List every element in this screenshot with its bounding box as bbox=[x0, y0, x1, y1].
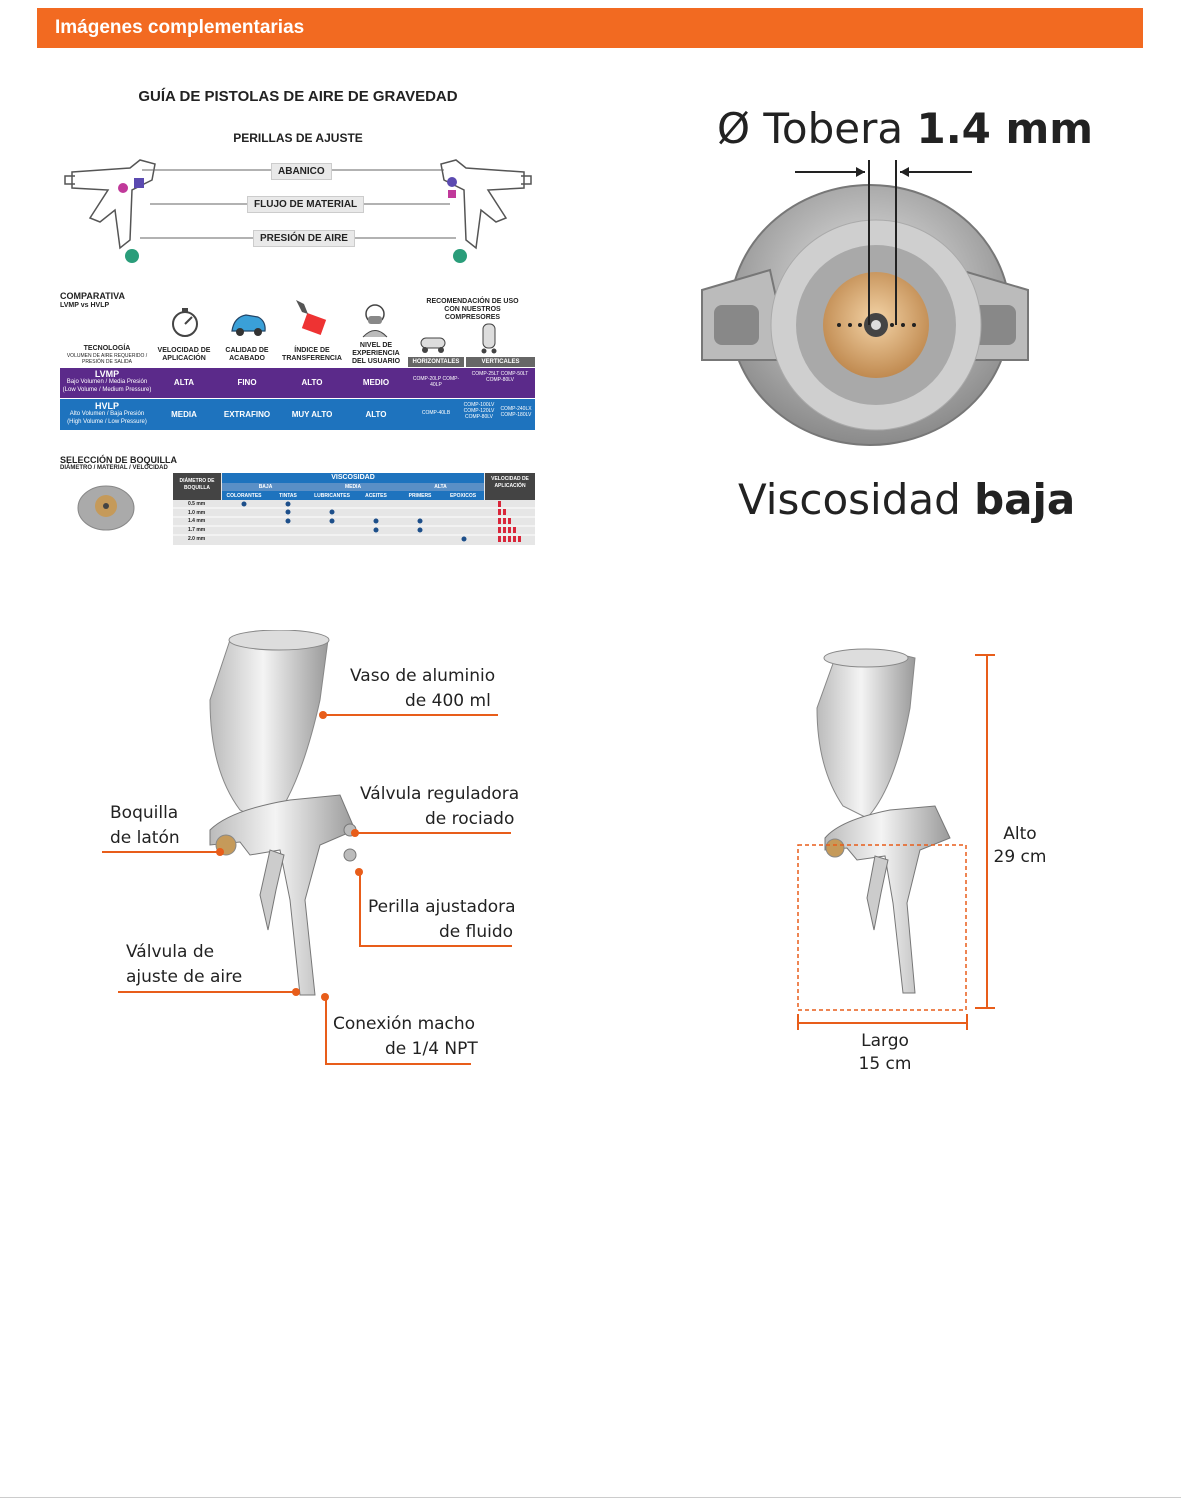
boquilla-leader-line bbox=[102, 851, 220, 853]
alto-dimension-line bbox=[986, 654, 988, 1008]
valvula-aire-dot bbox=[292, 988, 300, 996]
material-colorantes: COLORANTES bbox=[226, 493, 262, 499]
bottom-divider bbox=[0, 1497, 1181, 1498]
visc-header: VISCOSIDAD bbox=[331, 474, 375, 481]
compressors-title: RECOMENDACIÓN DE USO CON NUESTROS COMPRESORES bbox=[426, 298, 519, 321]
diam-2: 1.4 mm bbox=[188, 518, 206, 524]
seleccion-dots bbox=[173, 500, 535, 545]
largo-value: 15 cm bbox=[858, 1054, 912, 1074]
lvmp-velocidad: ALTA bbox=[173, 378, 195, 387]
vaso-line1: Vaso de aluminio bbox=[350, 666, 496, 686]
spray-gun-dimensions-image bbox=[795, 648, 995, 1028]
largo-label: Largo bbox=[861, 1031, 909, 1051]
vaso-leader-line bbox=[325, 714, 498, 716]
material-lubricantes: LUBRICANTES bbox=[314, 493, 350, 499]
diam-4: 2.0 mm bbox=[188, 536, 206, 542]
valvula-rociado-callout bbox=[360, 782, 519, 832]
group-media: MEDIA bbox=[344, 484, 362, 490]
comparativa-subtitle: LVMP vs HVLP bbox=[60, 302, 110, 309]
valvula-aire-callout bbox=[126, 940, 242, 990]
knobs-title: PERILLAS DE AJUSTE bbox=[233, 131, 363, 145]
alto-top-tick bbox=[975, 654, 995, 656]
perilla-line1: Perilla ajustadora bbox=[368, 897, 516, 917]
car-finish-icon bbox=[228, 305, 268, 339]
lvmp-horiz: COMP-20LP COMP-40LP bbox=[412, 376, 460, 388]
user-mask-icon bbox=[360, 300, 390, 338]
diam-3: 1.7 mm bbox=[188, 527, 206, 533]
valvula-rociado-line1: Válvula reguladora bbox=[360, 784, 520, 804]
lvmp-vert: COMP-25LT COMP-50LT COMP-80LV bbox=[471, 371, 529, 383]
nozzle-diagram bbox=[700, 160, 1030, 460]
largo-left-tick bbox=[797, 1014, 799, 1030]
speedometer-icon bbox=[168, 305, 202, 339]
hvlp-experiencia: ALTO bbox=[365, 410, 387, 419]
col-indice: ÍNDICE DE TRANSFERENCIA bbox=[282, 347, 342, 362]
perilla-leader-line bbox=[359, 945, 512, 947]
conexion-callout bbox=[333, 1012, 478, 1062]
nozzle-thumbnail-icon bbox=[76, 478, 138, 546]
boquilla-callout bbox=[110, 801, 180, 851]
hvlp-horiz: COMP-40LB bbox=[421, 410, 451, 416]
lvmp-desc2: (Low Volume / Medium Pressure) bbox=[62, 387, 152, 393]
comparativa-title: COMPARATIVA bbox=[60, 291, 125, 301]
conexion-line2: de 1/4 NPT bbox=[385, 1039, 478, 1059]
valvula-rociado-leader-line bbox=[356, 832, 511, 834]
perilla-dot bbox=[355, 868, 363, 876]
boquilla-dot bbox=[216, 848, 224, 856]
section-title: Imágenes complementarias bbox=[55, 17, 305, 38]
perilla-callout bbox=[368, 895, 516, 945]
valvula-aire-line1: Válvula de bbox=[126, 942, 215, 962]
valvula-aire-line2: ajuste de aire bbox=[126, 967, 243, 987]
hvlp-name: HVLP bbox=[94, 401, 119, 411]
vaso-callout bbox=[350, 664, 495, 714]
vaso-line2: de 400 ml bbox=[405, 691, 491, 711]
material-epoxicos: EPOXICOS bbox=[449, 493, 477, 499]
seleccion-title: SELECCIÓN DE BOQUILLA bbox=[60, 455, 178, 465]
boquilla-line1: Boquilla bbox=[110, 803, 179, 823]
valvula-rociado-dot bbox=[351, 829, 359, 837]
material-aceites: ACEITES bbox=[365, 493, 387, 499]
nozzle-size: 1.4 mm bbox=[916, 104, 1094, 153]
nozzle-label: Ø Tobera bbox=[717, 104, 917, 153]
largo-right-tick bbox=[966, 1014, 968, 1030]
col-calidad: CALIDAD DE ACABADO bbox=[225, 347, 269, 362]
hvlp-desc: Alto Volumen / Baja Presión bbox=[69, 411, 145, 417]
material-primers: PRIMERS bbox=[408, 493, 432, 499]
viscosity-value: baja bbox=[974, 475, 1076, 524]
hvlp-calidad: EXTRAFINO bbox=[223, 410, 271, 419]
hvlp-vert2: COMP-240LX COMP-180LV bbox=[500, 406, 532, 418]
seleccion-subtitle: DIÁMETRO / MATERIAL / VELOCIDAD bbox=[60, 465, 168, 471]
viscosity-title bbox=[738, 475, 1075, 524]
diam-0: 0.5 mm bbox=[188, 501, 206, 507]
conexion-line1: Conexión macho bbox=[333, 1014, 476, 1034]
diam-header: DIÁMETRO DE BOQUILLA bbox=[179, 478, 215, 491]
largo-label-block bbox=[845, 1030, 925, 1076]
lvmp-experiencia: MEDIO bbox=[362, 378, 390, 387]
valvula-aire-leader-line bbox=[118, 991, 296, 993]
viscosity-label: Viscosidad bbox=[738, 475, 975, 524]
conexion-dot bbox=[321, 993, 329, 1001]
hvlp-vert: COMP-100LV COMP-120LV COMP-80LV bbox=[463, 402, 495, 420]
section-header bbox=[37, 8, 1143, 48]
verticales-header: VERTICALES bbox=[466, 357, 535, 367]
alto-label-block bbox=[990, 823, 1050, 869]
conexion-leader-line bbox=[325, 1063, 471, 1065]
alto-bottom-tick bbox=[975, 1007, 995, 1009]
largo-dimension-line bbox=[797, 1022, 967, 1024]
hvlp-velocidad: MEDIA bbox=[171, 410, 197, 419]
alto-label: Alto bbox=[1003, 824, 1037, 844]
group-baja: BAJA bbox=[258, 484, 273, 490]
lvmp-indice: ALTO bbox=[301, 378, 323, 387]
tech-header: TECNOLOGÍA bbox=[83, 345, 131, 352]
horizontal-compressor-icon bbox=[418, 330, 448, 354]
group-alta: ALTA bbox=[434, 484, 447, 490]
guide-title: GUÍA DE PISTOLAS DE AIRE DE GRAVEDAD bbox=[138, 88, 458, 105]
horizontales-header: HORIZONTALES bbox=[408, 357, 464, 367]
lvmp-calidad: FINO bbox=[237, 378, 257, 387]
col-velocidad: VELOCIDAD DE APLICACIÓN bbox=[157, 347, 211, 362]
vaso-dot bbox=[319, 711, 327, 719]
vertical-compressor-icon bbox=[478, 320, 500, 354]
material-tintas: TINTAS bbox=[279, 493, 297, 499]
boquilla-line2: de latón bbox=[110, 828, 180, 848]
nozzle-size-title bbox=[717, 104, 1093, 153]
hvlp-desc2: (High Volume / Low Pressure) bbox=[67, 419, 147, 425]
conexion-leader-vertical bbox=[325, 998, 327, 1064]
alto-value: 29 cm bbox=[993, 847, 1047, 867]
transfer-icon bbox=[292, 296, 328, 338]
speed-header: VELOCIDAD DE APLICACIÓN bbox=[491, 476, 529, 489]
lvmp-desc: Bajo Volumen / Media Presión bbox=[66, 379, 148, 385]
knob-label-flujo: FLUJO DE MATERIAL bbox=[247, 196, 364, 213]
perilla-leader-vertical bbox=[359, 873, 361, 946]
diam-1: 1.0 mm bbox=[188, 510, 206, 516]
knob-label-abanico: ABANICO bbox=[271, 163, 332, 180]
perilla-line2: de fluido bbox=[439, 922, 514, 942]
valvula-rociado-line2: de rociado bbox=[425, 809, 515, 829]
tech-sub: VOLUMEN DE AIRE REQUERIDO / PRESIÓN DE SALIDA bbox=[66, 353, 148, 365]
hvlp-indice: MUY ALTO bbox=[291, 410, 333, 419]
col-experiencia: NIVEL DE EXPERIENCIA DEL USUARIO bbox=[351, 342, 401, 365]
lvmp-name: LVMP bbox=[94, 369, 120, 379]
knob-label-presion: PRESIÓN DE AIRE bbox=[253, 230, 355, 247]
